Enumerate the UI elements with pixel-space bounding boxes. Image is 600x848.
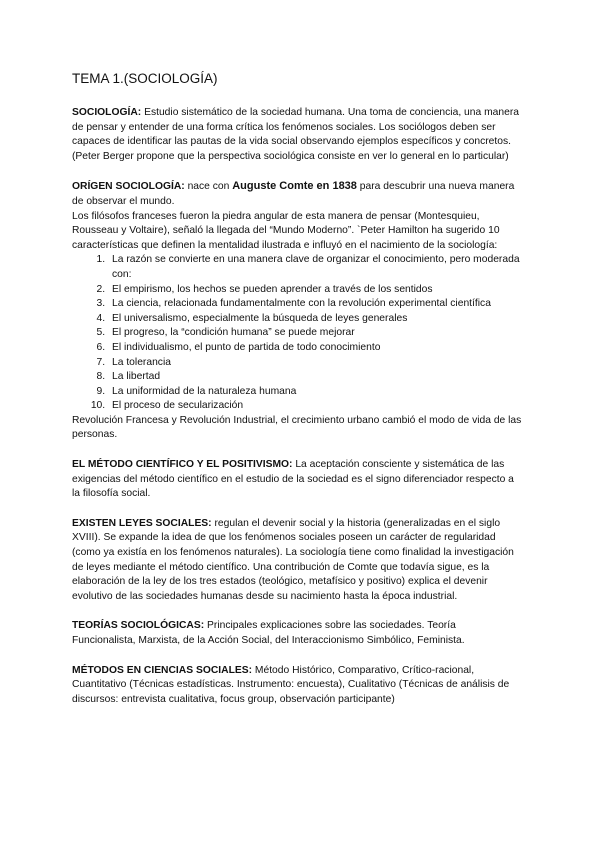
- list-item: 10. El proceso de secularización: [108, 399, 522, 414]
- section-heading: MÉTODOS EN CIENCIAS SOCIALES:: [72, 664, 253, 676]
- section-text: Principales explicaciones sobre las sociedades. Teoría Funcionalista, Marxista, de la Acción Social, del Interaccionismo Simbólico, Feminista.: [72, 620, 465, 646]
- section-metodos: [72, 664, 522, 708]
- section-text: La aceptación consciente y sistemática de las exigencias del método científico en el estudio de la sociedad es el signo diferenciador respecto a la filosofía social.: [72, 459, 514, 500]
- section-text: Estudio sistemático de la sociedad humana. Una toma de conciencia, una manera de pensar y entender de una forma crítica los fenómenos sociales. Los sociólogos deben ser capaces de identificar las pautas de la vida social observando ejemplos específicos y concretos. (Peter Berger propone que la perspectiva sociológica consiste en ver lo general en lo particular): [72, 107, 519, 162]
- section-sociologia: [72, 106, 522, 164]
- section-body: [72, 106, 522, 164]
- section-body: [72, 458, 522, 502]
- document-page: [72, 70, 522, 722]
- list-item: 5. El progreso, la “condición humana” se puede mejorar: [108, 326, 522, 341]
- section-teorias: [72, 619, 522, 648]
- section-leyes-sociales: [72, 517, 522, 605]
- section-paragraph: Los filósofos franceses fueron la piedra angular de esta manera de pensar (Montesquieu, Rousseau y Voltaire), señaló la llegada del “Mundo Moderno”. `Peter Hamilton ha sugerido 10 características que definen la mentalidad ilustrada e influyó en el nacimiento de la sociología:: [72, 210, 500, 251]
- section-heading: EXISTEN LEYES SOCIALES:: [72, 517, 212, 529]
- section-text: regulan el devenir social y la historia (generalizadas en el siglo XVIII). Se expande la idea de que los fenómenos sociales poseen un carácter de regularidad (como ya existía en los fenómenos naturales). La sociología tiene como finalidad la investigación de leyes mediante el método científico. Una contribución de Comte que todavía sigue, es la elaboración de la ley de los tres estados (teológico, metafísico y positivo) explica el devenir evolutivo de las sociedades humanas desde su nacimiento hasta la época industrial.: [72, 517, 514, 602]
- section-closing: Revolución Francesa y Revolución Industrial, el crecimiento urbano cambió el modo de vida de las personas.: [72, 414, 522, 441]
- section-body: [72, 179, 522, 209]
- list-item: 6. El individualismo, el punto de partida de todo conocimiento: [108, 341, 522, 356]
- section-text: nace con: [184, 181, 233, 193]
- section-body: [72, 664, 522, 708]
- highlight-comte: Auguste Comte en 1838: [232, 180, 357, 193]
- section-heading: TEORÍAS SOCIOLÓGICAS:: [72, 620, 205, 632]
- section-body: [72, 619, 522, 648]
- list-item: 3. La ciencia, relacionada fundamentalmente con la revolución experimental científica: [108, 297, 522, 312]
- section-text: para descubrir una nueva manera de observar el mundo.: [72, 181, 515, 207]
- list-item: 7. La tolerancia: [108, 356, 522, 371]
- section-heading: EL MÉTODO CIENTÍFICO Y EL POSITIVISMO:: [72, 459, 293, 471]
- section-body: [72, 517, 522, 605]
- section-metodo-cientifico: [72, 458, 522, 502]
- characteristics-list: [72, 253, 522, 414]
- list-item: 4. El universalismo, especialmente la búsqueda de leyes generales: [108, 312, 522, 327]
- list-item: 2. El empirismo, los hechos se pueden aprender a través de los sentidos: [108, 283, 522, 298]
- section-origen: [72, 179, 522, 443]
- section-heading: SOCIOLOGÍA:: [72, 107, 142, 118]
- document-title: TEMA 1.(SOCIOLOGÍA): [72, 71, 218, 86]
- section-text: Método Histórico, Comparativo, Crítico-racional, Cuantitativo (Técnicas estadísticas. Instrumento: encuesta), Cualitativo (Técnicas de análisis de discursos: entrevista cualitativa, focus group, observación participante): [72, 664, 510, 705]
- list-item: 1. La razón se convierte en una manera clave de organizar el conocimiento, pero moderada con:: [108, 253, 522, 282]
- section-heading: ORÍGEN SOCIOLOGÍA:: [72, 181, 185, 193]
- list-item: 8. La libertad: [108, 370, 522, 385]
- list-item: 9. La uniformidad de la naturaleza humana: [108, 385, 522, 400]
